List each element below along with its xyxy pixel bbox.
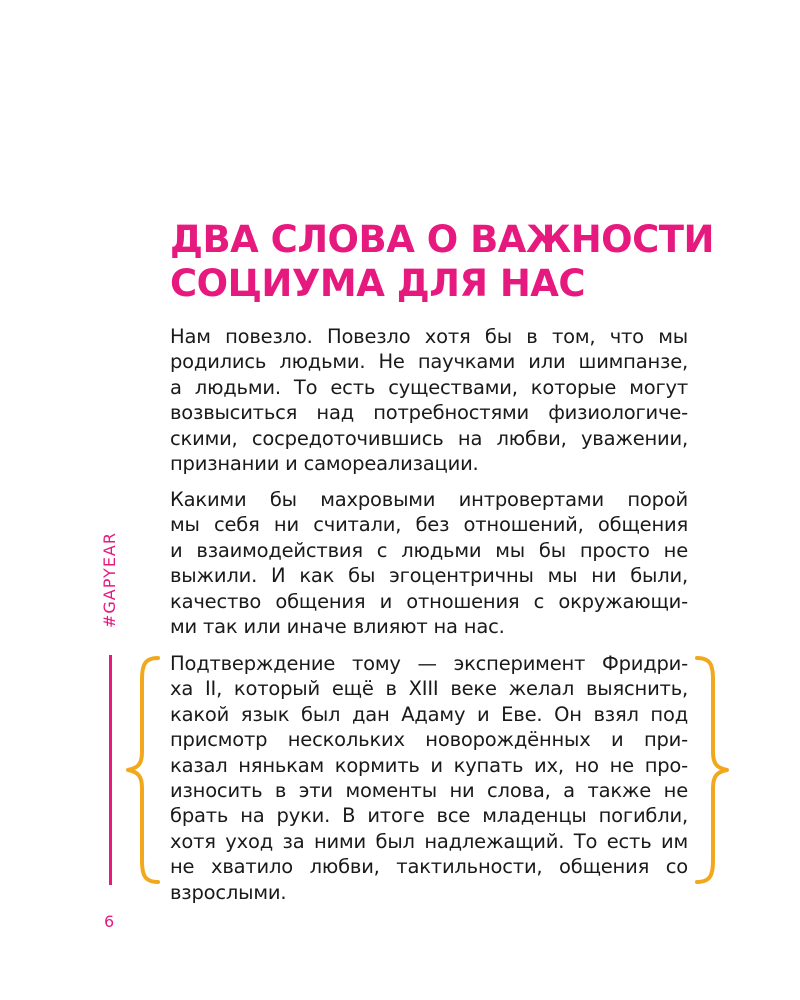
paragraph-line: казал нянькам кормить и купать их, но не про- [170, 753, 688, 777]
paragraph-line: выжили. И как бы эгоцентричны мы ни были, [170, 564, 688, 588]
paragraph-line: не хватило любви, тактильности, общения со [170, 855, 688, 879]
paragraph-line: качество общения и отношения с окружающи- [170, 589, 688, 613]
paragraph-line: родились людьми. Не паучками или шимпанзе, [170, 350, 688, 374]
page-number: 6 [104, 912, 115, 931]
paragraph-line: а людьми. То есть существами, которые могут [170, 375, 688, 399]
paragraph-line: присмотр нескольких новорождённых и при- [170, 728, 688, 752]
right-curly-brace-icon [691, 654, 731, 886]
quote-paragraph [170, 651, 688, 905]
paragraph-line: мы себя ни считали, без отношений, общения [170, 513, 688, 537]
paragraph-line: скими, сосредоточившись на любви, уважении, [170, 426, 688, 450]
left-curly-brace-icon [124, 654, 164, 886]
paragraph-line: износить в эти моменты ни слова, а также не [170, 779, 688, 803]
paragraph-line: Подтверждение тому — эксперимент Фридри- [170, 652, 688, 675]
side-rule [109, 655, 112, 885]
paragraph-1 [170, 324, 688, 476]
paragraph-line: признании и самореализации. [170, 452, 479, 476]
paragraph-line: ха II, который ещё в XIII веке желал выяснить, [170, 677, 688, 701]
paragraph-line: какой язык был дан Адаму и Еве. Он взял под [170, 702, 688, 726]
chapter-title-line-1: ДВА СЛОВА О ВАЖНОСТИ [170, 218, 714, 261]
paragraph-line: Какими бы махровыми интровертами порой [170, 488, 688, 511]
paragraph-line: Нам повезло. Повезло хотя бы в том, что мы [170, 325, 688, 348]
paragraph-line: хотя уход за ними был надлежащий. То есть им [170, 829, 688, 853]
paragraph-2 [170, 487, 688, 639]
chapter-title-line-2: СОЦИУМА ДЛЯ НАС [170, 262, 586, 305]
chapter-title [170, 218, 730, 306]
paragraph-line: взрослыми. [170, 880, 287, 904]
side-hashtag: #GAPYEAR [100, 532, 119, 628]
paragraph-line: брать на руки. В итоге все младенцы погибли, [170, 804, 688, 828]
paragraph-line: и взаимодействия с людьми мы бы просто не [170, 538, 688, 562]
paragraph-line: возвыситься над потребностями физиологиче- [170, 401, 688, 425]
paragraph-line: ми так или иначе влияют на нас. [170, 615, 505, 639]
